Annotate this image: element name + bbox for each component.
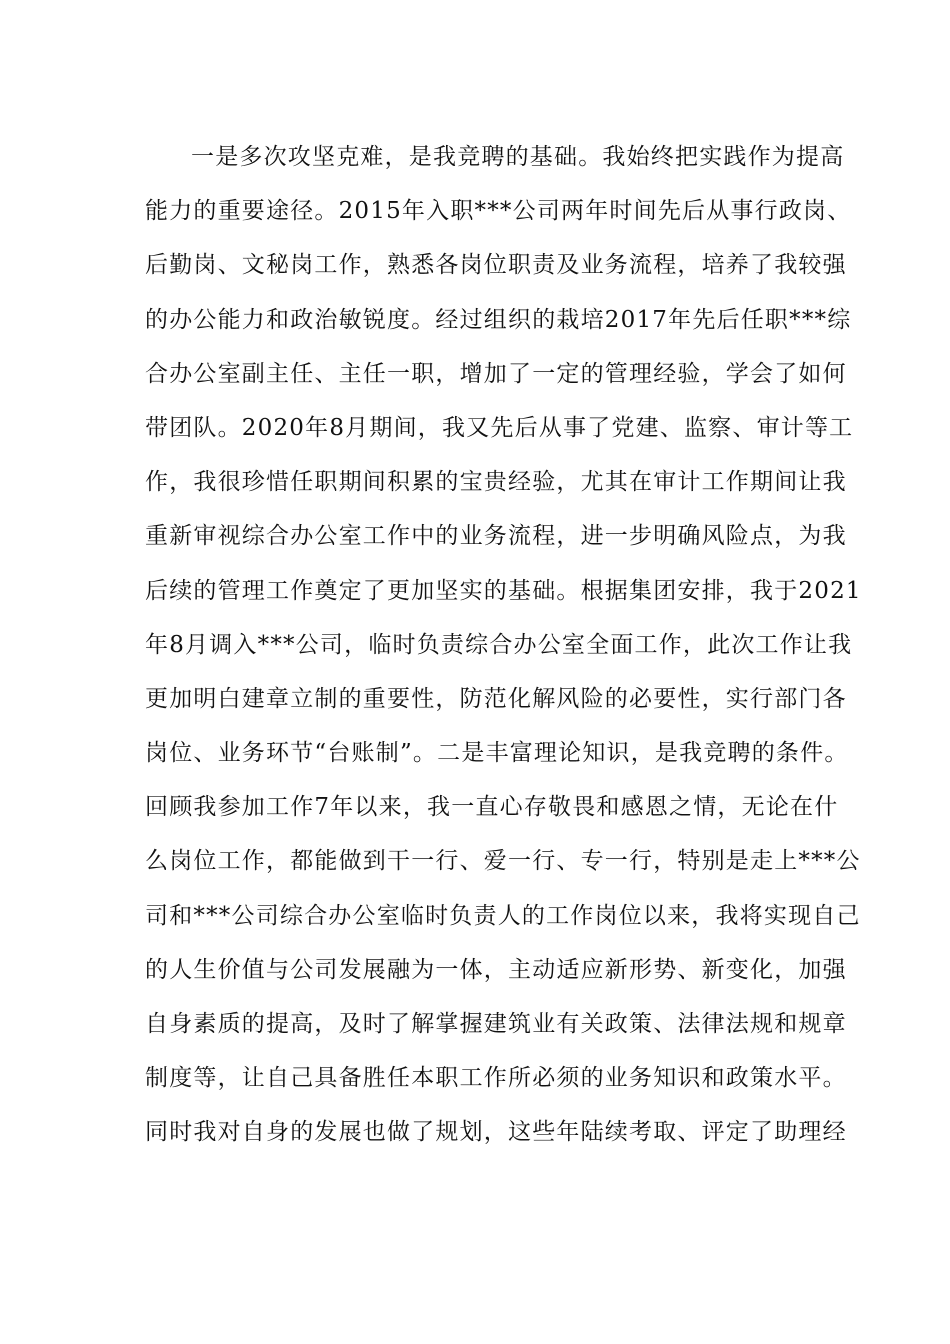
- text-line: 能力的重要途径。2015年入职***公司两年时间先后从事行政岗、: [145, 198, 852, 225]
- text-line: 的人生价值与公司发展融为一体，主动适应新形势、新变化，加强: [145, 956, 847, 983]
- text-line: 后续的管理工作奠定了更加坚实的基础。根据集团安排，我于2021: [145, 577, 862, 604]
- text-line: 合办公室副主任、主任一职，增加了一定的管理经验，学会了如何: [145, 360, 847, 387]
- text-line: 后勤岗、文秘岗工作，熟悉各岗位职责及业务流程，培养了我较强: [145, 252, 847, 279]
- text-line: 作，我很珍惜任职期间积累的宝贵经验，尤其在审计工作期间让我: [145, 469, 847, 496]
- text-line: 带团队。2020年8月期间，我又先后从事了党建、监察、审计等工: [145, 414, 854, 441]
- text-line: 司和***公司综合办公室临时负责人的工作岗位以来，我将实现自己: [145, 902, 861, 929]
- text-line: 一是多次攻坚克难，是我竞聘的基础。我始终把实践作为提高: [191, 144, 845, 170]
- text-line: 的办公能力和政治敏锐度。经过组织的栽培2017年先后任职***综: [145, 306, 852, 333]
- text-line: 更加明白建章立制的重要性，防范化解风险的必要性，实行部门各: [145, 685, 847, 712]
- text-line: 制度等，让自己具备胜任本职工作所必须的业务知识和政策水平。: [145, 1065, 847, 1092]
- text-line: 年8月调入***公司，临时负责综合办公室全面工作，此次工作让我: [145, 631, 853, 658]
- text-line: 么岗位工作，都能做到干一行、爱一行、专一行，特别是走上***公: [145, 848, 861, 875]
- text-line: 回顾我参加工作7年以来，我一直心存敬畏和感恩之情，无论在什: [145, 794, 839, 821]
- body-paragraph: [145, 130, 862, 1160]
- text-line: 重新审视综合办公室工作中的业务流程，进一步明确风险点，为我: [145, 523, 847, 550]
- text-line: 岗位、业务环节“台账制”。二是丰富理论知识，是我竞聘的条件。: [145, 740, 849, 767]
- text-line: 同时我对自身的发展也做了规划，这些年陆续考取、评定了助理经: [145, 1119, 847, 1146]
- text-line: 自身素质的提高，及时了解掌握建筑业有关政策、法律法规和规章: [145, 1011, 847, 1037]
